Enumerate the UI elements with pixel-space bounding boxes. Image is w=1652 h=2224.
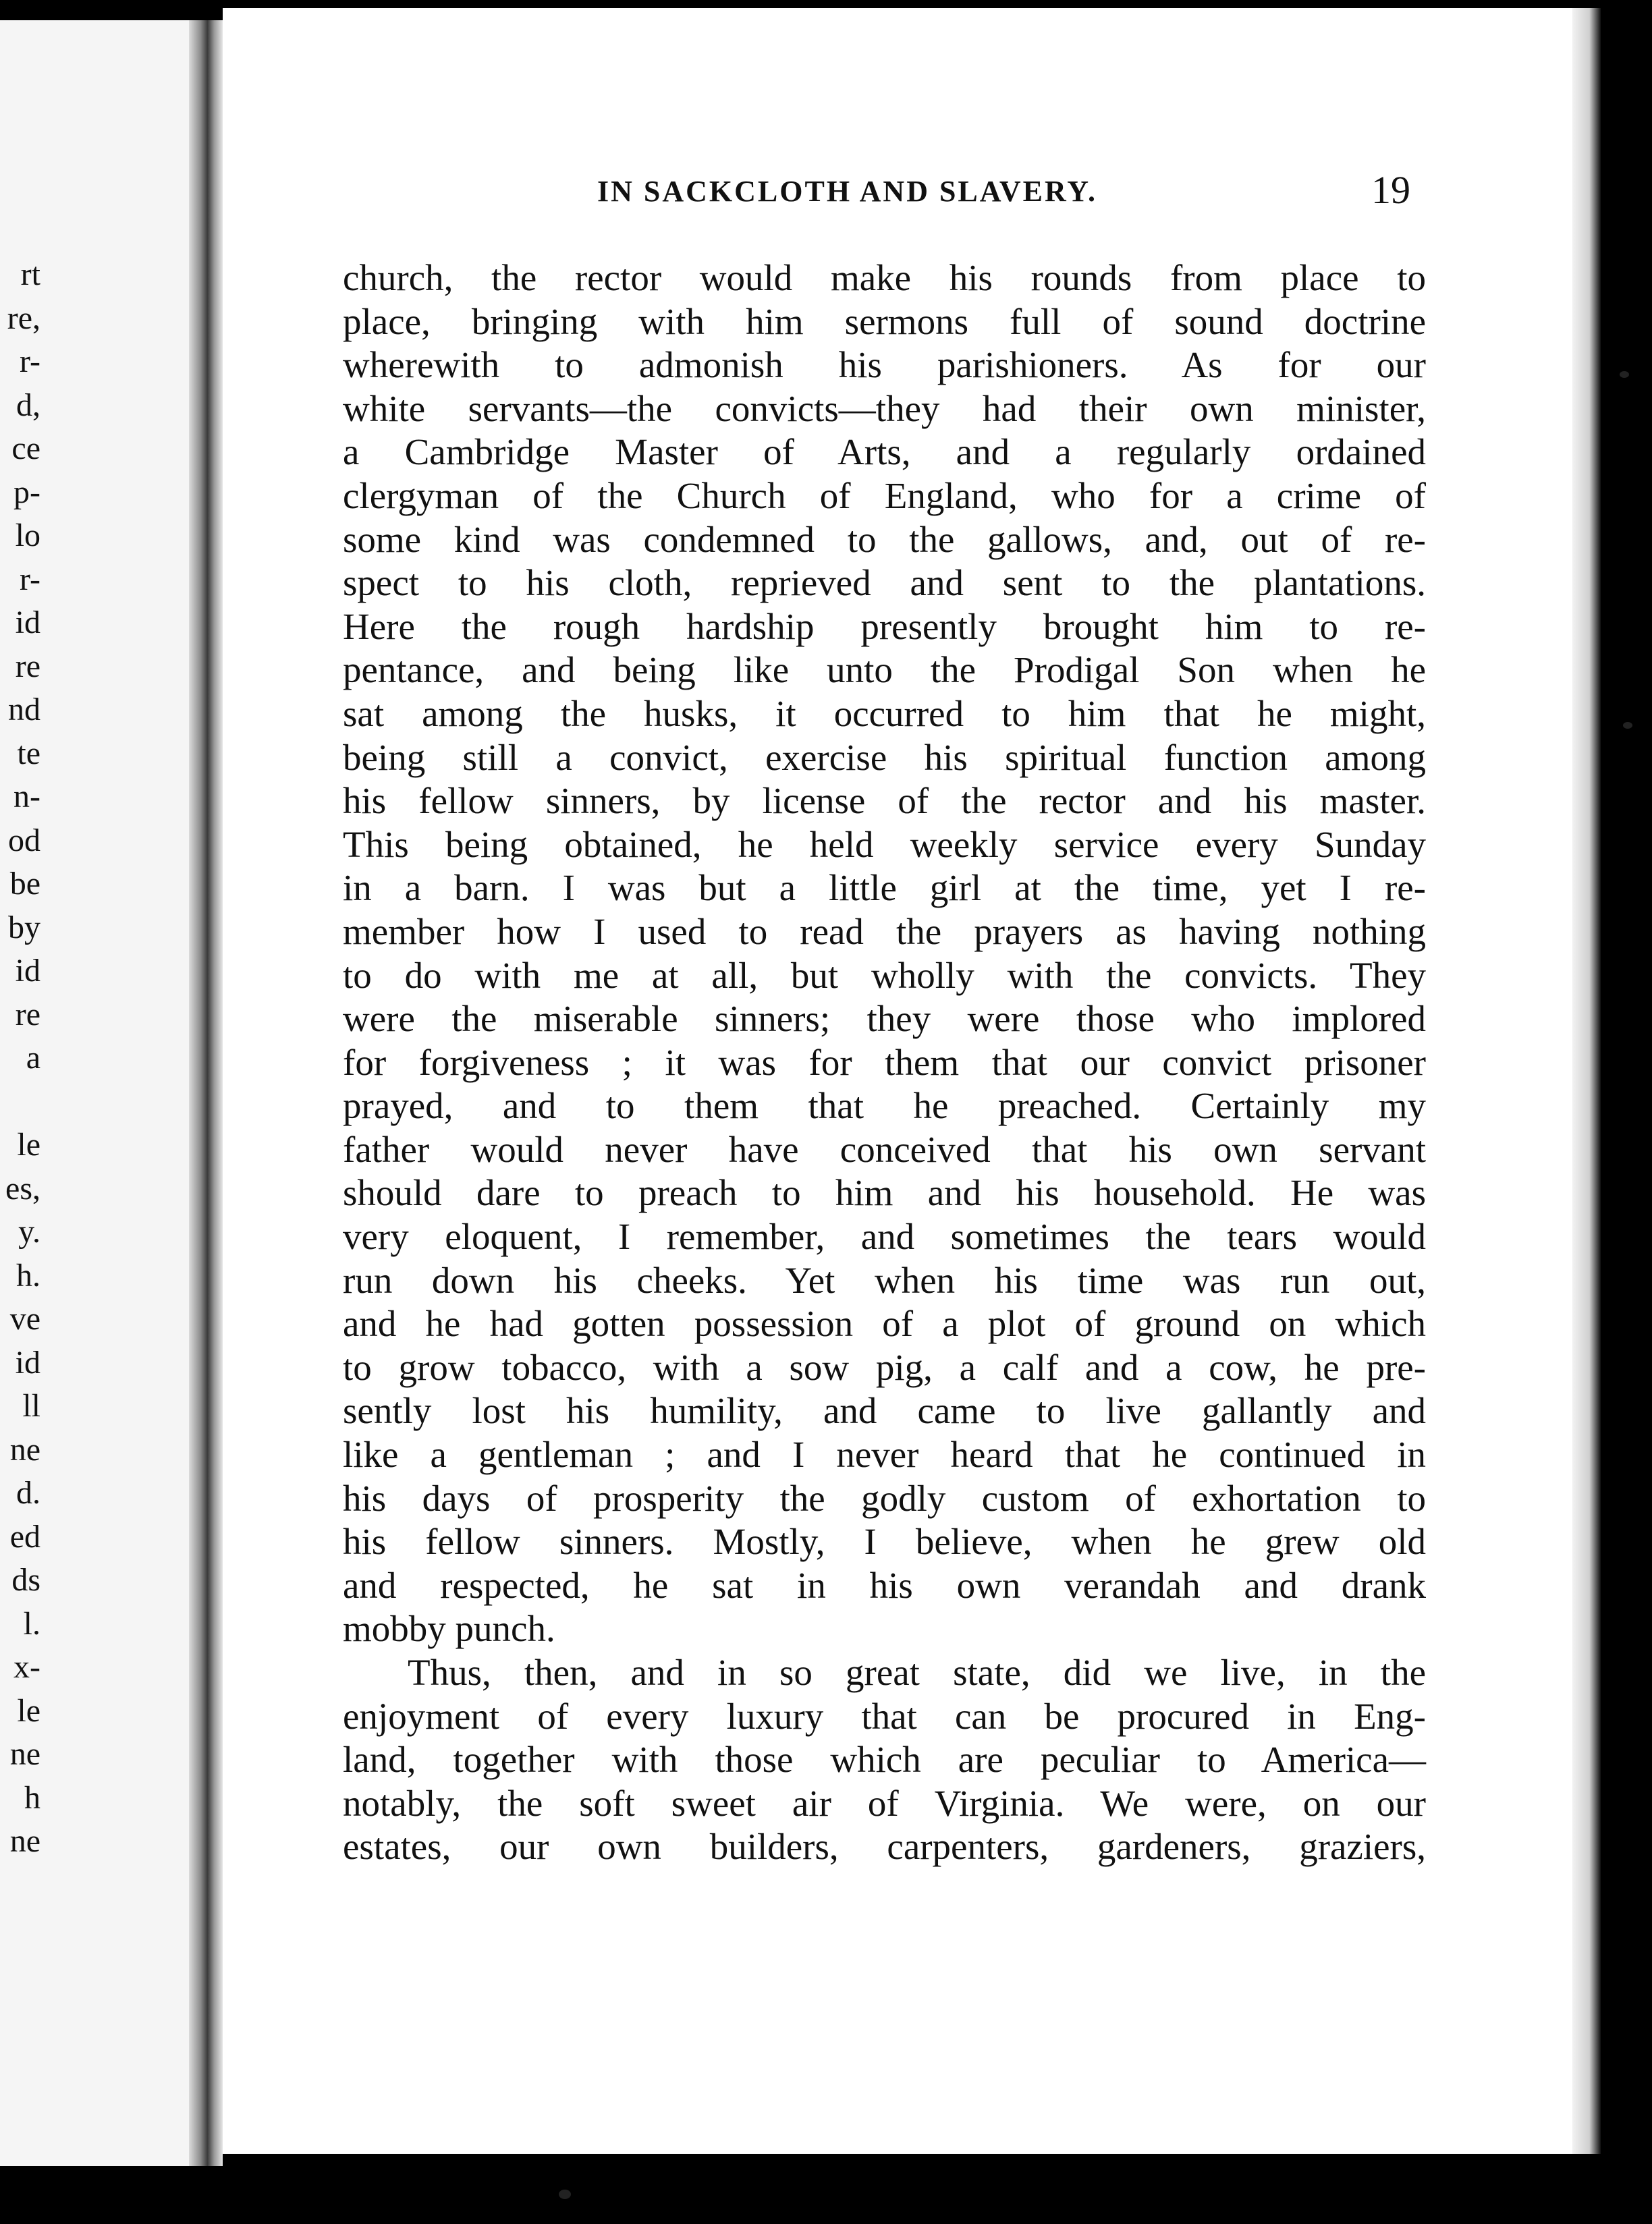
previous-page-fragment: p- — [13, 474, 40, 510]
previous-page-fragment: r- — [19, 561, 40, 597]
text-line: Here the rough hardship presently brought him to re- — [343, 605, 1426, 647]
previous-page-fragment: re, — [7, 300, 40, 336]
previous-page-fragment: a — [26, 1040, 40, 1076]
previous-page-fragment: id — [15, 1344, 40, 1381]
text-line: spect to his cloth, reprieved and sent to the plantations. — [343, 562, 1426, 604]
text-line: This being obtained, he held weekly service every Sunday — [343, 823, 1426, 865]
book-gutter — [189, 20, 223, 2166]
text-line: very eloquent, I remember, and sometimes the tears would — [343, 1216, 1426, 1258]
previous-page-fragment — [0, 1080, 40, 1124]
previous-page-fragment: ds — [11, 1562, 40, 1598]
previous-page-fragment: d. — [16, 1475, 40, 1511]
text-line: and respected, he sat in his own verandah and drank — [343, 1564, 1426, 1606]
previous-page-fragment: le — [17, 1127, 40, 1163]
text-line: for forgiveness ; it was for them that our convict prisoner — [343, 1041, 1426, 1083]
text-line: a Cambridge Master of Arts, and a regularly ordained — [343, 431, 1426, 473]
previous-page-fragment: be — [9, 866, 40, 901]
text-line: his fellow sinners, by license of the rector and his master. — [343, 780, 1426, 822]
scan-speck — [559, 2190, 571, 2199]
text-line: member how I used to read the prayers as having nothing — [343, 910, 1426, 952]
text-line: place, bringing with him sermons full of sound doctrine — [343, 300, 1426, 342]
previous-page-fragment: n- — [13, 779, 40, 814]
text-line: being still a convict, exercise his spiritual function among — [343, 736, 1426, 778]
text-line: enjoyment of every luxury that can be procured in Eng- — [343, 1695, 1426, 1737]
text-line: to do with me at all, but wholly with the convicts. They — [343, 954, 1426, 996]
previous-page-fragment: nd — [8, 692, 40, 727]
previous-page-fragment: h — [24, 1779, 40, 1816]
text-line: sently lost his humility, and came to live gallantly and — [343, 1390, 1426, 1432]
text-line: his fellow sinners. Mostly, I believe, when he grew old — [343, 1521, 1426, 1563]
previous-page-fragment: od — [8, 822, 40, 858]
previous-page-fragment: re — [15, 648, 40, 684]
page-number: 19 — [1371, 168, 1410, 212]
text-line: estates, our own builders, carpenters, gardeners, graziers, — [343, 1826, 1426, 1868]
previous-page-fragment: ve — [9, 1301, 40, 1337]
previous-page-fragment: x- — [13, 1649, 40, 1685]
text-line: mobby punch. — [343, 1608, 555, 1650]
text-line: to grow tobacco, with a sow pig, a calf and a cow, he pre- — [343, 1346, 1426, 1388]
text-line: his days of prosperity the godly custom of exhortation to — [343, 1477, 1426, 1519]
previous-page-fragment: l. — [23, 1605, 40, 1642]
text-line: should dare to preach to him and his household. He was — [343, 1172, 1426, 1214]
previous-page-fragment: ne — [9, 1823, 40, 1859]
previous-page-fragment: id — [15, 953, 40, 989]
previous-page-fragment: lo — [15, 518, 40, 553]
text-line: father would never have conceived that his own servant — [343, 1128, 1426, 1170]
scan-speck — [1620, 371, 1629, 378]
text-line: wherewith to admonish his parishioners. As for our — [343, 344, 1426, 386]
text-line: in a barn. I was but a little girl at the time, yet I re- — [343, 867, 1426, 909]
text-line: notably, the soft sweet air of Virginia. We were, on our — [343, 1782, 1426, 1824]
previous-page-fragment: le — [17, 1692, 40, 1729]
text-line: land, together with those which are peculiar to America— — [343, 1739, 1426, 1781]
text-line: church, the rector would make his rounds from place to — [343, 257, 1426, 298]
page-edge — [1572, 8, 1601, 2154]
text-line: some kind was condemned to the gallows, and, out of re- — [343, 518, 1426, 560]
previous-page-fragment: ed — [9, 1518, 40, 1555]
text-line: were the miserable sinners; they were those who implored — [343, 998, 1426, 1040]
previous-page-fragment: h. — [16, 1257, 40, 1294]
running-head — [378, 167, 1410, 215]
body-text — [343, 256, 1426, 1869]
previous-page-fragment: ne — [9, 1431, 40, 1468]
previous-page-fragment: ne — [9, 1736, 40, 1772]
text-line: white servants—the convicts—they had their own minister, — [343, 387, 1426, 429]
scan-speck — [1623, 722, 1632, 729]
previous-page-fragment: es, — [5, 1170, 40, 1206]
previous-page-text-fragments — [0, 253, 40, 1864]
running-head-title: IN SACKCLOTH AND SLAVERY. — [597, 175, 1097, 208]
previous-page-fragment: ll — [22, 1388, 40, 1424]
previous-page-fragment: y. — [18, 1214, 40, 1250]
previous-page-fragment: ce — [11, 430, 40, 466]
text-line: prayed, and to them that he preached. Certainly my — [343, 1085, 1426, 1127]
previous-page-fragment: by — [8, 909, 40, 945]
previous-page-fragment: re — [15, 996, 40, 1032]
text-line: sat among the husks, it occurred to him that he might, — [343, 692, 1426, 734]
previous-page-fragment: d, — [16, 387, 40, 423]
text-line: pentance, and being like unto the Prodigal Son when he — [343, 649, 1426, 691]
text-line: clergyman of the Church of England, who for a crime of — [343, 474, 1426, 516]
text-line: Thus, then, and in so great state, did we live, in the — [408, 1652, 1426, 1693]
previous-page-fragment: id — [15, 605, 40, 640]
text-line: and he had gotten possession of a plot of ground on which — [343, 1303, 1426, 1345]
previous-page-fragment: rt — [20, 256, 40, 292]
previous-page-fragment: te — [17, 735, 40, 771]
text-line: run down his cheeks. Yet when his time was run out, — [343, 1259, 1426, 1301]
previous-page-fragment: r- — [19, 343, 40, 379]
text-line: like a gentleman ; and I never heard that he continued in — [343, 1434, 1426, 1476]
